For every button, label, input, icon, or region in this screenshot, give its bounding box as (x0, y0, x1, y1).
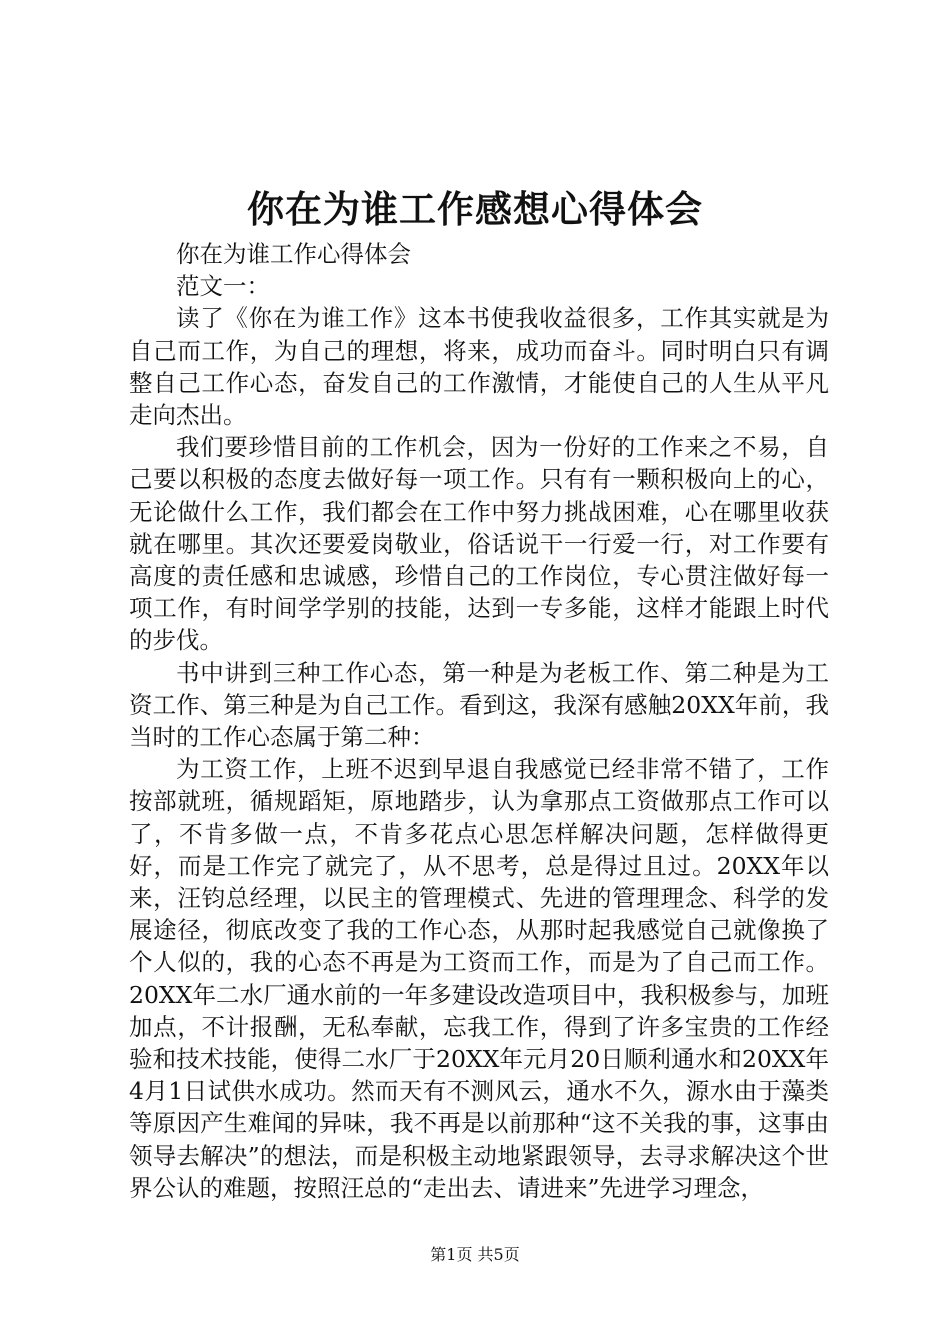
body-paragraph: 为工资工作，上班不迟到早退自我感觉已经非常不错了，工作按部就班，循规蹈矩，原地踏步，认为拿那点工资做那点工作可以了，不肯多做一点，不肯多花点心思怎样解决问题，怎样做得更好，而是工作完了就完了，从不思考，总是得过且过。20XX年以来，汪钧总经理，以民主的管理模式、先进的管理理念、科学的发展途径，彻底改变了我的工作心态，从那时起我感觉自己就像换了个人似的，我的心态不再是为工资而工作，而是为了自己而工作。20XX年二水厂通水前的一年多建设改造项目中，我积极参与，加班加点，不计报酬，无私奉献，忘我工作，得到了许多宝贵的工作经验和技术技能，使得二水厂于20XX年元月20日顺利通水和20XX年4月1日试供水成功。然而天有不测风云，通水不久，源水由于藻类等原因产生难闻的异味，我不再是以前那种“这不关我的事，这事由领导去解决”的想法，而是积极主动地紧跟领导，去寻求解决这个世界公认的难题，按照汪总的“走出去、请进来”先进学习理念， (129, 755, 829, 1202)
subtitle-paragraph: 你在为谁工作心得体会 (176, 240, 411, 268)
document-title: 你在为谁工作感想心得体会 (247, 187, 703, 231)
body-paragraph: 书中讲到三种工作心态，第一种是为老板工作、第二种是为工资工作、第三种是为自己工作。看到这，我深有感触20XX年前，我当时的工作心态属于第二种： (129, 658, 829, 752)
page-footer: 第1页 共5页 (430, 1245, 520, 1264)
body-paragraph: 我们要珍惜目前的工作机会，因为一份好的工作来之不易，自己要以积极的态度去做好每一项工作。只有有一颗积极向上的心，无论做什么工作，我们都会在工作中努力挑战困难，心在哪里收获就在哪里。其次还要爱岗敬业，俗话说干一行爱一行，对工作要有高度的责任感和忠诚感，珍惜自己的工作岗位，专心贯注做好每一项工作，有时间学学别的技能，达到一专多能，这样才能跟上时代的步伐。 (129, 433, 829, 655)
document-body (129, 238, 829, 1204)
sample-heading-paragraph: 范文一： (176, 272, 270, 301)
body-paragraph: 读了《你在为谁工作》这本书使我收益很多，工作其实就是为自己而工作，为自己的理想，将来，成功而奋斗。同时明白只有调整自己工作心态，奋发自己的工作激情，才能使自己的人生从平凡走向杰出。 (129, 304, 829, 430)
